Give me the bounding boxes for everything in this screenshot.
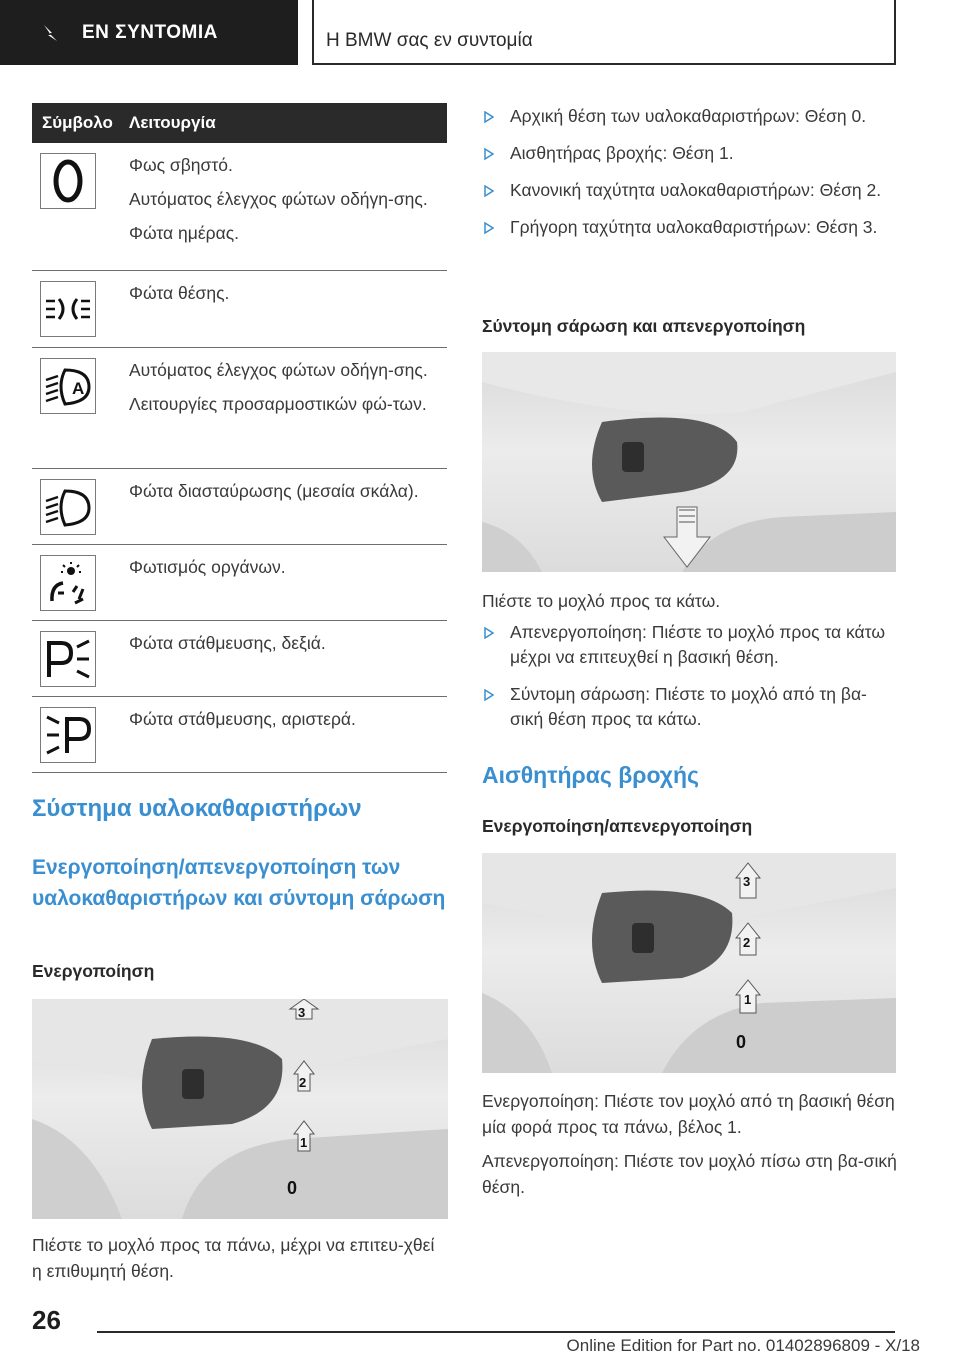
section-heading-wipers: Σύστημα υαλοκαθαριστήρων (32, 795, 362, 822)
bullet-triangle-icon (484, 689, 494, 701)
table-row (32, 697, 447, 773)
lights-off-zero-icon (40, 153, 96, 209)
table-cell-text: Λειτουργίες προσαρμοστικών φώ-των. (129, 394, 427, 414)
section-tab-label: ΕΝ ΣΥΝΤΟΜΙΑ (82, 21, 218, 43)
edition-info: Online Edition for Part no. 01402896809 - X/18 (566, 1336, 920, 1355)
list-item: Γρήγορη ταχύτητα υαλοκαθαριστήρων: Θέση 3. (482, 215, 900, 240)
wiper-lever-down-image (482, 352, 896, 572)
wiper-positions-list (482, 104, 900, 252)
table-row (32, 469, 447, 545)
short-wipe-heading: Σύντομη σάρωση και απενεργοποίηση (482, 316, 806, 336)
table-cell-text: Φως σβηστό. (129, 155, 233, 175)
short-wipe-text: Πιέστε το μοχλό προς τα κάτω. (482, 591, 721, 611)
subsection-heading-wipers: Ενεργοποίηση/απενεργοποίηση των υαλοκαθαριστήρων και σύντομη σάρωση (32, 856, 446, 910)
list-item: Κανονική ταχύτητα υαλοκαθαριστήρων: Θέση 2. (482, 178, 900, 203)
rain-sensor-off-text: Απενεργοποίηση: Πιέστε τον μοχλό πίσω στη βα-σική θέση. (482, 1151, 897, 1197)
header-underline (312, 63, 895, 65)
table-cell-text: Φωτισμός οργάνων. (129, 557, 286, 577)
bullet-triangle-icon (484, 148, 494, 160)
table-cell-text: Φώτα στάθμευσης, αριστερά. (129, 709, 356, 729)
table-header (32, 103, 447, 143)
svg-text:2: 2 (299, 1075, 307, 1090)
page-number: 26 (32, 1305, 61, 1335)
list-item: Σύντομη σάρωση: Πιέστε το μοχλό από τη βα-σική θέση προς τα κάτω. (482, 682, 900, 732)
footer-rule (97, 1331, 895, 1333)
bullet-triangle-icon (484, 111, 494, 123)
short-wipe-list (482, 620, 900, 744)
section-heading-rain-sensor: Αισθητήρας βροχής (482, 762, 699, 788)
table-cell-text: Φώτα ημέρας. (129, 223, 240, 243)
wiper-lever-up-image (32, 999, 448, 1219)
svg-text:0: 0 (287, 1178, 298, 1198)
table-cell-text: Αυτόματος έλεγχος φώτων οδήγη-σης. (129, 360, 428, 380)
table-row (32, 545, 447, 621)
auto-headlight-icon (40, 358, 96, 414)
svg-text:1: 1 (744, 992, 752, 1007)
table-cell-text: Αυτόματος έλεγχος φώτων οδήγη-σης. (129, 189, 428, 209)
rain-sensor-on-text: Ενεργοποίηση: Πιέστε τον μοχλό από τη βασική θέση μία φορά προς τα πάνω, βέλος 1. (482, 1091, 895, 1137)
table-row (32, 271, 447, 348)
list-item: Αισθητήρας βροχής: Θέση 1. (482, 141, 900, 166)
svg-text:1: 1 (300, 1135, 308, 1150)
list-item: Απενεργοποίηση: Πιέστε το μοχλό προς τα κάτω μέχρι να επιτευχθεί η βασική θέση. (482, 620, 900, 670)
svg-text:0: 0 (736, 1032, 747, 1052)
header-divider-right (894, 0, 896, 65)
svg-text:3: 3 (743, 874, 751, 889)
list-item: Αρχική θέση των υαλοκαθαριστήρων: Θέση 0. (482, 104, 900, 129)
header-divider (312, 0, 314, 65)
svg-text:3: 3 (298, 1005, 306, 1020)
bullet-triangle-icon (484, 185, 494, 197)
low-beam-icon (40, 479, 96, 535)
parking-light-right-icon (40, 631, 96, 687)
rain-sensor-subheading: Ενεργοποίηση/απενεργοποίηση (482, 816, 753, 836)
rain-sensor-lever-image (482, 853, 896, 1073)
column-header-symbol: Σύμβολο (42, 113, 113, 132)
activation-heading: Ενεργοποίηση (32, 961, 155, 981)
svg-text:2: 2 (743, 935, 751, 950)
column-header-function: Λειτουργία (129, 113, 216, 132)
bullet-triangle-icon (484, 222, 494, 234)
table-cell-text: Φώτα διασταύρωσης (μεσαία σκάλα). (129, 481, 419, 501)
table-cell-text: Φώτα στάθμευσης, δεξιά. (129, 633, 326, 653)
table-row (32, 621, 447, 697)
bullet-triangle-icon (484, 627, 494, 639)
svg-text:A: A (72, 379, 85, 398)
table-row (32, 348, 447, 469)
parking-light-left-icon (40, 707, 96, 763)
parking-lights-icon (40, 281, 96, 337)
instrument-lighting-icon (40, 555, 96, 611)
rain-sensor-text (482, 1088, 900, 1208)
page-title: Η BMW σας εν συντομία (326, 30, 533, 51)
lightning-bolt-icon (40, 22, 62, 44)
table-cell-text: Φώτα θέσης. (129, 283, 230, 303)
table-row (32, 143, 447, 271)
light-symbol-table (32, 103, 447, 773)
section-tab (0, 0, 298, 65)
activation-text: Πιέστε το μοχλό προς τα πάνω, μέχρι να επιτευ-χθεί η επιθυμητή θέση. (32, 1235, 435, 1281)
